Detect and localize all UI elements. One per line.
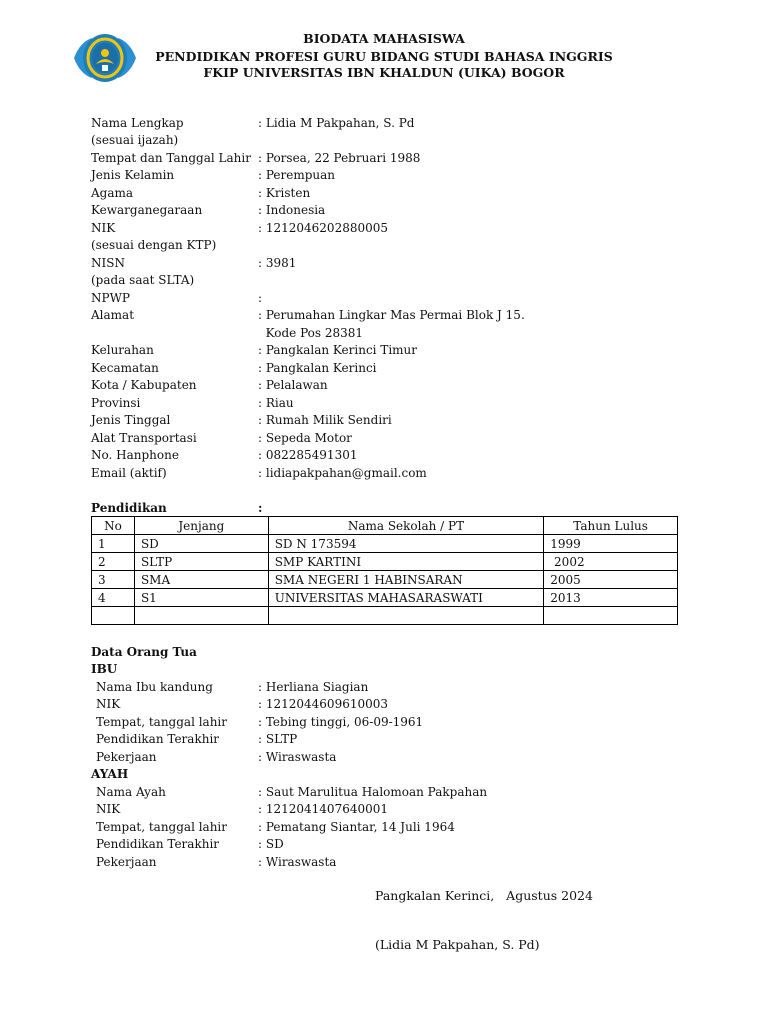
field-value: : Pangkalan Kerinci Timur: [258, 343, 418, 357]
field-label: Nama Ibu kandung: [96, 680, 213, 694]
column-header-no: No: [92, 517, 135, 535]
column-header-jenjang: Jenjang: [134, 517, 268, 535]
table-cell: SMP KARTINI: [268, 553, 544, 571]
field-value: : Sepeda Motor: [258, 431, 352, 445]
field-value: : Tebing tinggi, 06-09-1961: [258, 715, 424, 729]
field-label: Alamat: [91, 308, 135, 322]
field-value: : Pematang Siantar, 14 Juli 1964: [258, 820, 455, 834]
field-value: : 1212044609610003: [258, 697, 389, 711]
table-cell: SD: [134, 535, 268, 553]
table-row: [92, 553, 678, 571]
field-label: Kewarganegaraan: [91, 203, 203, 217]
field-label: (pada saat SLTA): [91, 273, 195, 287]
field-value: : Rumah Milik Sendiri: [258, 413, 392, 427]
field-label: NIK: [91, 221, 116, 235]
field-label: Agama: [91, 186, 134, 200]
field-label: Jenis Tinggal: [91, 413, 171, 427]
field-label: NIK: [96, 697, 121, 711]
field-label: Nama Lengkap: [91, 116, 184, 130]
table-cell: 3: [92, 571, 135, 589]
signature-name: (Lidia M Pakpahan, S. Pd): [375, 937, 540, 952]
field-label: Tempat dan Tanggal Lahir: [91, 151, 251, 165]
table-cell: 4: [92, 589, 135, 607]
field-value: : Wiraswasta: [258, 750, 337, 764]
field-label: Pekerjaan: [96, 855, 157, 869]
table-cell: [92, 607, 135, 625]
table-cell: UNIVERSITAS MAHASARASWATI: [268, 589, 544, 607]
field-label: Tempat, tanggal lahir: [96, 715, 228, 729]
field-value: : 1212041407640001: [258, 802, 389, 816]
table-cell: 2005: [544, 571, 678, 589]
field-label: (sesuai dengan KTP): [91, 238, 217, 252]
field-label: Kota / Kabupaten: [91, 378, 197, 392]
field-label: NISN: [91, 256, 125, 270]
field-label: (sesuai ijazah): [91, 133, 179, 147]
table-row: [92, 607, 678, 625]
parents-title: Data Orang Tua: [91, 645, 197, 659]
field-value: :: [258, 291, 263, 305]
field-value: : Porsea, 22 Pebruari 1988: [258, 151, 421, 165]
field-value: Kode Pos 28381: [258, 326, 364, 340]
field-value: : 082285491301: [258, 448, 358, 462]
table-cell: SMA: [134, 571, 268, 589]
education-table: [91, 516, 678, 625]
education-title: Pendidikan: [91, 501, 167, 515]
table-cell: [544, 607, 678, 625]
column-header-nama-sekolah: Nama Sekolah / PT: [268, 517, 544, 535]
field-value: : Saut Marulitua Halomoan Pakpahan: [258, 785, 488, 799]
table-cell: 1999: [544, 535, 678, 553]
field-label: Nama Ayah: [96, 785, 166, 799]
table-cell: 2002: [544, 553, 678, 571]
table-cell: [268, 607, 544, 625]
table-cell: 1: [92, 535, 135, 553]
field-value: : Pelalawan: [258, 378, 328, 392]
field-label: NPWP: [91, 291, 130, 305]
table-row: [92, 535, 678, 553]
field-value: : Indonesia: [258, 203, 326, 217]
table-cell: 2: [92, 553, 135, 571]
table-cell: SD N 173594: [268, 535, 544, 553]
table-cell: [134, 607, 268, 625]
table-row: [92, 589, 678, 607]
table-row: [92, 571, 678, 589]
field-value: : lidiapakpahan@gmail.com: [258, 466, 427, 480]
field-value: : Pangkalan Kerinci: [258, 361, 377, 375]
field-label: Pekerjaan: [96, 750, 157, 764]
field-label: Alat Transportasi: [91, 431, 197, 445]
table-cell: SMA NEGERI 1 HABINSARAN: [268, 571, 544, 589]
field-label: Tempat, tanggal lahir: [96, 820, 228, 834]
education-colon: :: [258, 501, 263, 515]
signature-place-date: Pangkalan Kerinci, Agustus 2024: [375, 888, 593, 903]
field-label: Kecamatan: [91, 361, 159, 375]
field-value: : Kristen: [258, 186, 311, 200]
header-line-1: BIODATA MAHASISWA: [303, 31, 465, 46]
mother-title: IBU: [91, 662, 118, 676]
field-label: Provinsi: [91, 396, 141, 410]
field-label: Pendidikan Terakhir: [96, 732, 220, 746]
field-value: : Herliana Siagian: [258, 680, 369, 694]
field-value: : Wiraswasta: [258, 855, 337, 869]
field-value: : Riau: [258, 396, 294, 410]
field-label: NIK: [96, 802, 121, 816]
field-value: : Lidia M Pakpahan, S. Pd: [258, 116, 415, 130]
field-value: : 3981: [258, 256, 297, 270]
field-label: Pendidikan Terakhir: [96, 837, 220, 851]
header-line-2: PENDIDIKAN PROFESI GURU BIDANG STUDI BAHASA INGGRIS: [155, 49, 613, 64]
table-header-row: [92, 517, 678, 535]
table-cell: S1: [134, 589, 268, 607]
field-value: : 1212046202880005: [258, 221, 389, 235]
column-header-tahun-lulus: Tahun Lulus: [544, 517, 678, 535]
header-line-3: FKIP UNIVERSITAS IBN KHALDUN (UIKA) BOGOR: [203, 65, 565, 80]
field-value: : Perumahan Lingkar Mas Permai Blok J 15.: [258, 308, 525, 322]
field-value: : SD: [258, 837, 284, 851]
table-cell: 2013: [544, 589, 678, 607]
field-label: Kelurahan: [91, 343, 154, 357]
field-value: : SLTP: [258, 732, 298, 746]
field-label: Email (aktif): [91, 466, 167, 480]
field-value: : Perempuan: [258, 168, 336, 182]
table-cell: SLTP: [134, 553, 268, 571]
field-label: No. Hanphone: [91, 448, 179, 462]
field-label: Jenis Kelamin: [91, 168, 175, 182]
father-title: AYAH: [91, 767, 129, 781]
